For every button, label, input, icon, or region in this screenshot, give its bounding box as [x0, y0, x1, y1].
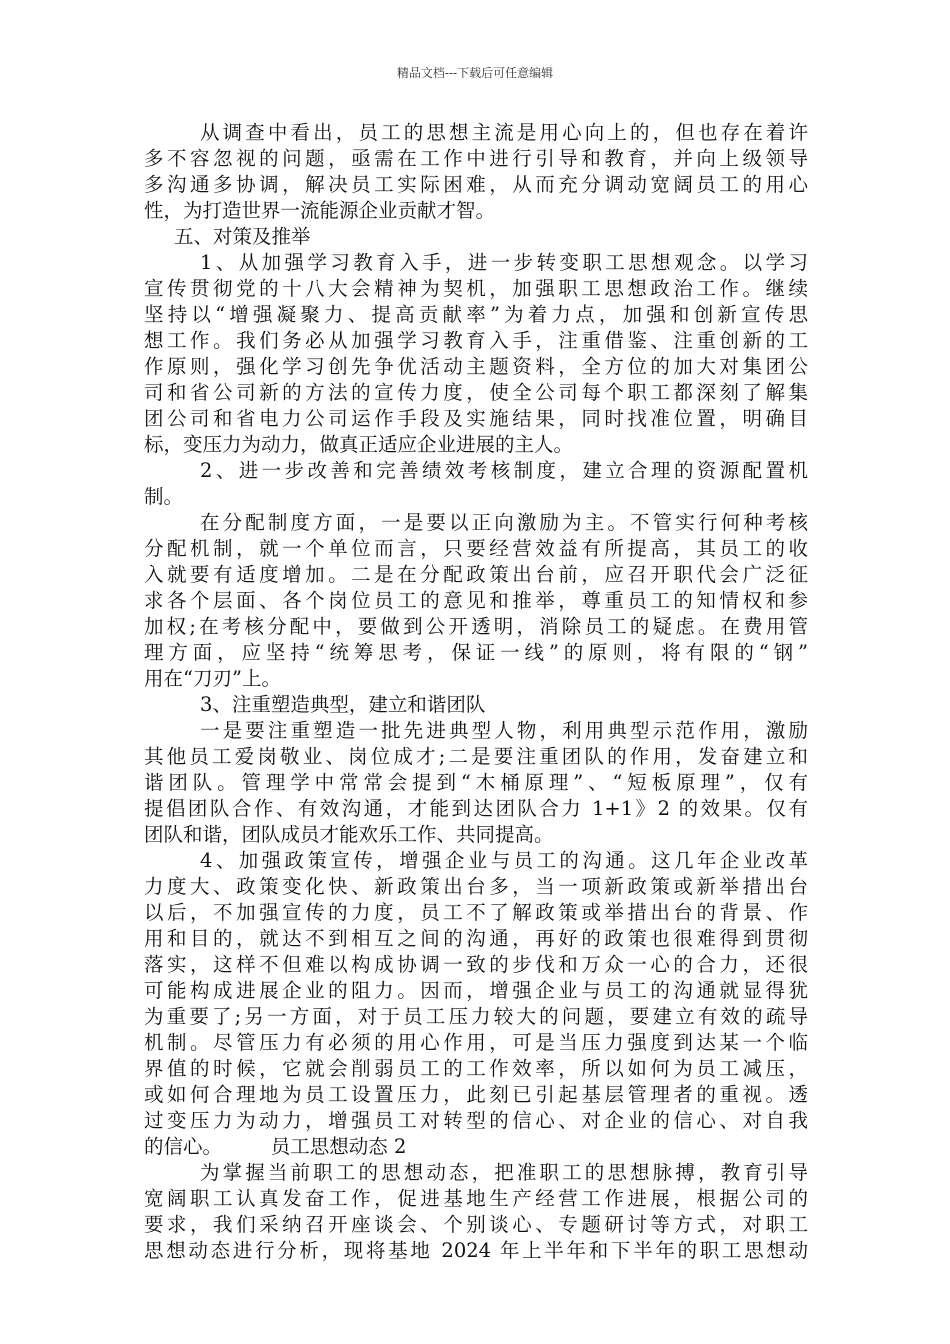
- paragraph-employee-dynamics-2: [144, 1160, 808, 1264]
- text-line: 入就要有适度增加。二是在分配政策出台前，应召开职代会广泛征: [144, 563, 808, 586]
- page-header: 精品文档---下载后可任意编辑: [396, 66, 554, 80]
- text-line: 一是要注重塑造一批先进典型人物，利用典型示范作用，激励: [200, 719, 808, 742]
- text-line: 作原则，强化学习创先争优活动主题资料，全方位的加大对集团公: [144, 355, 808, 378]
- text-line: 团队和谐，团队成员才能欢乐工作、共同提高。: [144, 823, 554, 846]
- text-line: 宽阔职工认真发奋工作，促进基地生产经营工作进展，根据公司的: [144, 1187, 808, 1210]
- text-line: 制。: [144, 485, 184, 508]
- text-line: 标，变压力为动力，做真正适应企业进展的主人。: [144, 433, 574, 456]
- text-line: 界值的时候，它就会削弱员工的工作效率，所以如何为员工减压，: [144, 1057, 808, 1080]
- text-line: 司和省公司新的方法的宣传力度，使全公司每个职工都深刻了解集: [144, 381, 808, 404]
- text-line: 性，为打造世界一流能源企业贡献才智。: [144, 199, 496, 222]
- text-line: 力度大、政策变化快、新政策出台多，当一项新政策或新举措出台: [144, 875, 808, 898]
- text-line: 谐团队。管理学中常常会提到“木桶原理”、“短板原理”，仅有: [144, 771, 808, 794]
- text-line: 理方面，应坚持“统筹思考，保证一线”的原则，将有限的“钢”: [144, 641, 808, 664]
- text-line: 以后，不加强宣传的力度，员工不了解政策或举措出台的背景、作: [144, 901, 808, 924]
- text-line: 思想动态进行分析，现将基地 2024 年上半年和下半年的职工思想动: [144, 1239, 808, 1262]
- text-line: 要求，我们采纳召开座谈会、个别谈心、专题研讨等方式，对职工: [144, 1213, 808, 1236]
- text-line: 1、从加强学习教育入手，进一步转变职工思想观念。以学习: [200, 251, 808, 274]
- text-line: 2、进一步改善和完善绩效考核制度，建立合理的资源配置机: [200, 459, 808, 482]
- text-line: 多不容忽视的问题，亟需在工作中进行引导和教育，并向上级领导: [144, 147, 808, 170]
- text-line: 宣传贯彻党的十八大会精神为契机，加强职工思想政治工作。继续: [144, 277, 808, 300]
- text-line: 的信心。 员工思想动态 2: [144, 1135, 407, 1158]
- text-line: 想工作。我们务必从加强学习教育入手，注重借鉴、注重创新的工: [144, 329, 808, 352]
- text-line: 机制。尽管压力有必须的用心作用，可是当压力强度到达某一个临: [144, 1031, 808, 1054]
- text-line: 分配机制，就一个单位而言，只要经营效益有所提高，其员工的收: [144, 537, 808, 560]
- text-line: 落实，这样不但难以构成协调一致的步伐和万众一心的合力，还很: [144, 953, 808, 976]
- paragraph-distribution-system: [144, 510, 808, 692]
- paragraph-item-4: [144, 848, 808, 1160]
- text-line: 求各个层面、各个岗位员工的意见和推举，尊重员工的知情权和参: [144, 589, 808, 612]
- paragraph-survey-summary: [144, 120, 808, 224]
- text-line: 4、加强政策宣传，增强企业与员工的沟通。这几年企业改革: [200, 849, 808, 872]
- document-body: [144, 120, 808, 1264]
- text-line: 多沟通多协调，解决员工实际困难，从而充分调动宽阔员工的用心: [144, 173, 808, 196]
- text-line: 或如何合理地为员工设置压力，此刻已引起基层管理者的重视。透: [144, 1083, 808, 1106]
- text-line: 用和目的，就达不到相互之间的沟通，再好的政策也很难得到贯彻: [144, 927, 808, 950]
- paragraph-team-building: [144, 718, 808, 848]
- text-line: 为掌握当前职工的思想动态，把准职工的思想脉搏，教育引导: [200, 1161, 808, 1184]
- paragraph-item-2: [144, 458, 808, 510]
- text-line: 为重要了;另一方面，对于员工压力较大的问题，要建立有效的疏导: [144, 1005, 808, 1028]
- text-line: 团公司和省电力公司运作手段及实施结果，同时找准位置，明确目: [144, 407, 808, 430]
- text-line: 从调查中看出，员工的思想主流是用心向上的，但也存在着许: [200, 121, 808, 144]
- text-line: 提倡团队合作、有效沟通，才能到达团队合力 1+1》2 的效果。仅有: [144, 797, 808, 820]
- section-heading: 五、对策及推举: [174, 225, 311, 248]
- text-line: 在分配制度方面，一是要以正向激励为主。不管实行何种考核: [200, 511, 808, 534]
- text-line: 其他员工爱岗敬业、岗位成才;二是要注重团队的作用，发奋建立和: [144, 745, 808, 768]
- text-line: 加权;在考核分配中，要做到公开透明，消除员工的疑虑。在费用管: [144, 615, 808, 638]
- section-heading-countermeasures: [144, 224, 808, 250]
- text-line: 过变压力为动力，增强员工对转型的信心、对企业的信心、对自我: [144, 1109, 808, 1132]
- text-line: 可能构成进展企业的阻力。因而，增强企业与员工的沟通就显得犹: [144, 979, 808, 1002]
- text-line: 坚持以“增强凝聚力、提高贡献率”为着力点，加强和创新宣传思: [144, 303, 808, 326]
- text-line: 用在“刀刃”上。: [144, 667, 281, 690]
- text-line: 3、注重塑造典型，建立和谐团队: [200, 693, 486, 716]
- paragraph-item-3: [144, 692, 808, 718]
- paragraph-item-1: [144, 250, 808, 458]
